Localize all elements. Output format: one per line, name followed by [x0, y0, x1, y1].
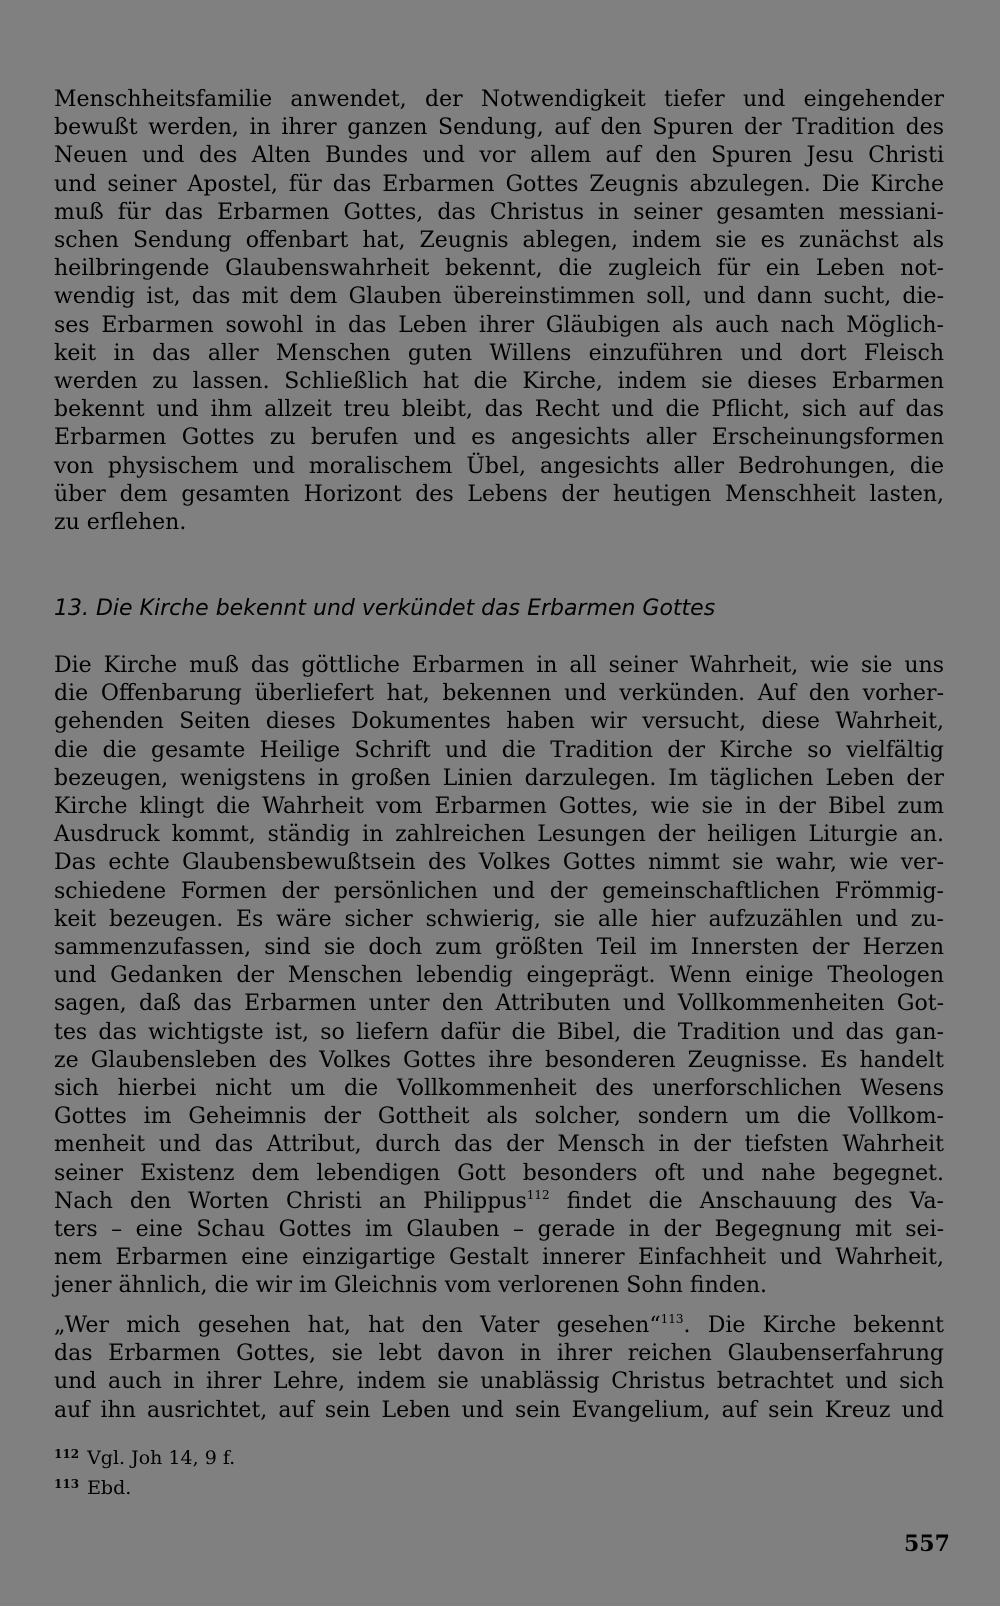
text-line: keit bezeugen. Es wäre sicher schwierig, sie alle hier aufzuzählen und zu- [54, 906, 944, 932]
text-line: Neuen und des Alten Bundes und vor allem auf den Spuren Jesu Christi [54, 143, 944, 169]
text-line: seiner Existenz dem lebendigen Gott besonders oft und nahe begegnet. [54, 1160, 944, 1186]
paragraph-3 [54, 1312, 944, 1425]
line-text: findet die Anschauung des Va- [549, 1188, 944, 1214]
text-line: gehenden Seiten dieses Dokumentes haben wir versucht, diese Wahrheit, [54, 709, 944, 735]
text-line: wendig ist, das mit dem Glauben übereinstimmen soll, und dann sucht, die- [54, 284, 944, 310]
text-line: schiedene Formen der persönlichen und der gemeinschaftlichen Frömmig- [54, 878, 944, 904]
text-line: über dem gesamten Horizont des Lebens der heutigen Menschheit lasten, [54, 481, 944, 507]
line-text: „Wer mich gesehen hat, hat den Vater gesehen“ [54, 1313, 661, 1338]
text-line: und auch in ihrer Lehre, indem sie unablässig Christus betrachtet und sich [54, 1369, 944, 1395]
text-line: Kirche klingt die Wahrheit vom Erbarmen Gottes, wie sie in der Bibel zum [54, 794, 944, 820]
footnotes [54, 1441, 235, 1501]
text-line: Menschheitsfamilie anwendet, der Notwendigkeit tiefer und eingehender [54, 87, 944, 112]
text-line: Die Kirche muß das göttliche Erbarmen in all seiner Wahrheit, wie sie uns [54, 653, 944, 678]
text-line: ze Glaubensleben des Volkes Gottes ihre besonderen Zeugnisse. Es handelt [54, 1047, 944, 1073]
text-line: bewußt werden, in ihrer ganzen Sendung, auf den Spuren der Tradition des [54, 115, 944, 141]
text-line: muß für das Erbarmen Gottes, das Christus in seiner gesamten messiani- [54, 199, 944, 225]
text-line: die die gesamte Heilige Schrift und die Tradition der Kirche so vielfältig [54, 737, 944, 763]
footnote [54, 1471, 235, 1501]
text-line: bezeugen, wenigstens in großen Linien darzulegen. Im täglichen Leben der [54, 765, 944, 791]
paragraph-2 [54, 652, 944, 1301]
footnote-text: Ebd. [87, 1477, 132, 1499]
text-line: bekennt und ihm allzeit treu bleibt, das Recht und die Pflicht, sich auf das [54, 397, 944, 423]
text-line: die Offenbarung überliefert hat, bekennen und verkünden. Auf den vorher- [54, 681, 944, 707]
text-line: zu erflehen. [54, 510, 187, 536]
text-line: keit in das aller Menschen guten Willens einzuführen und dort Fleisch [54, 340, 944, 366]
text-line: Erbarmen Gottes zu berufen und es angesichts aller Erscheinungsformen [54, 425, 944, 451]
text-line: sammenzufassen, sind sie doch zum größten Teil im Innersten der Herzen [54, 935, 944, 961]
text-line [54, 1312, 944, 1340]
text-line: heilbringende Glaubenswahrheit bekennt, die zugleich für ein Leben not- [54, 256, 944, 282]
page-number: 557 [904, 1531, 950, 1557]
text-line: werden zu lassen. Schließlich hat die Kirche, indem sie dieses Erbarmen [54, 369, 944, 395]
text-line: Ausdruck kommt, ständig in zahlreichen Lesungen der heiligen Liturgie an. [54, 822, 944, 848]
footnote-ref: 113 [660, 1312, 684, 1326]
text-line: von physischem und moralischem Übel, angesichts aller Bedrohungen, die [54, 453, 944, 479]
footnote-number: 112 [54, 1447, 80, 1461]
text-line: Das echte Glaubensbewußtsein des Volkes Gottes nimmt sie wahr, wie ver- [54, 850, 944, 876]
footnote-ref: 112 [526, 1187, 550, 1202]
text-line [54, 1188, 944, 1216]
text-line: Gottes im Geheimnis der Gottheit als solcher, sondern um die Vollkom- [54, 1104, 944, 1130]
footnote [54, 1441, 235, 1471]
text-line: ters – eine Schau Gottes im Glauben – gerade in der Begegnung mit sei- [54, 1217, 944, 1243]
text-line: sich hierbei nicht um die Vollkommenheit des unerforschlichen Wesens [54, 1076, 944, 1102]
text-line: auf ihn ausrichtet, auf sein Leben und sein Evangelium, auf sein Kreuz und [54, 1397, 944, 1423]
footnote-text: Vgl. Joh 14, 9 f. [87, 1447, 236, 1469]
text-line: schen Sendung offenbart hat, Zeugnis ablegen, indem sie es zunächst als [54, 228, 944, 254]
footnote-number: 113 [54, 1477, 80, 1491]
text-line: das Erbarmen Gottes, sie lebt davon in ihrer reichen Glaubenserfahrung [54, 1341, 944, 1367]
text-line: tes das wichtigste ist, so liefern dafür die Bibel, die Tradition und das gan- [54, 1019, 944, 1045]
section-heading: 13. Die Kirche bekennt und verkündet das Erbarmen Gottes [54, 596, 716, 621]
paragraph-1 [54, 86, 944, 537]
text-line: und Gedanken der Menschen lebendig eingeprägt. Wenn einige Theologen [54, 963, 944, 989]
line-text: Nach den Worten Christi an Philippus [54, 1188, 527, 1214]
text-line: nem Erbarmen eine einzigartige Gestalt innerer Einfachheit und Wahrheit, [54, 1245, 944, 1271]
text-line: jener ähnlich, die wir im Gleichnis vom verlorenen Sohn finden. [54, 1273, 768, 1299]
text-line: menheit und das Attribut, durch das der Mensch in der tiefsten Wahrheit [54, 1132, 944, 1158]
text-line: sagen, daß das Erbarmen unter den Attributen und Vollkommenheiten Got- [54, 991, 944, 1017]
text-line: und seiner Apostel, für das Erbarmen Gottes Zeugnis abzulegen. Die Kirche [54, 171, 944, 197]
line-text: . Die Kirche bekennt [683, 1313, 944, 1338]
text-line: ses Erbarmen sowohl in das Leben ihrer Gläubigen als auch nach Möglich- [54, 312, 944, 338]
